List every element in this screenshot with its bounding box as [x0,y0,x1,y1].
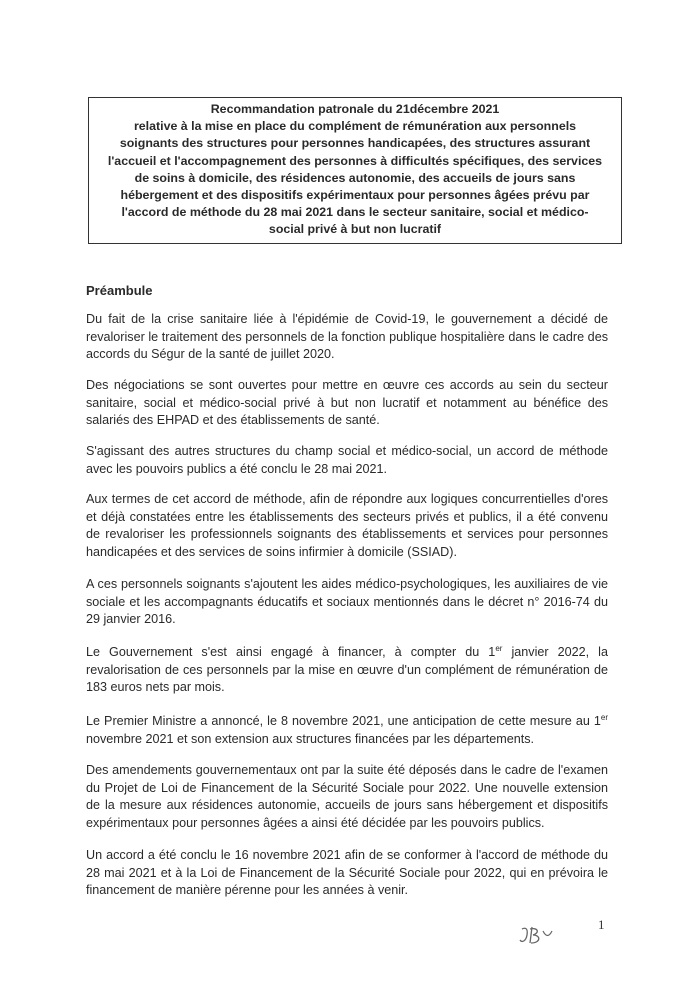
paragraph: Aux termes de cet accord de méthode, afin de répondre aux logiques concurrentielles d'ores et déjà constatées entre les établissements des secteurs privés et publics, il a été convenu de revaloriser les professionnels soignants des établissements et services pour personnes handicapées et des services de soins infirmier à domicile (SSIAD). [86,492,608,559]
title-line: Recommandation patronale du 21décembre 2021 [210,102,500,116]
paragraph: Du fait de la crise sanitaire liée à l'épidémie de Covid-19, le gouvernement a décidé de revaloriser le traitement des personnels de la fonction publique hospitalière dans le cadre des accords du Ségur de la santé de juillet 2020. [86,312,608,362]
title-line: soignants des structures pour personnes handicapées, des structures assurant [119,136,591,151]
ordinal-suffix: er [600,712,608,722]
ordinal-suffix: er [495,643,503,653]
title-line: hébergement et des dispositifs expérimentaux pour personnes âgées prévu par [120,188,590,203]
title-line: relative à la mise en place du complément de rémunération aux personnels [133,119,577,134]
section-heading: Préambule [86,283,153,298]
paragraph: A ces personnels soignants s'ajoutent les aides médico-psychologiques, les auxiliaires de vie sociale et les accompagnants éducatifs et sociaux mentionnés dans le décret n° 2016-74 du 29 janvier 2016. [86,577,608,627]
title-line: social privé à but non lucratif [268,222,442,237]
paragraph-text: janvier 2022, la revalorisation de ces personnels par la mise en œuvre d'un complément de rémunération de 183 euros nets par mois. [86,645,608,695]
page-number: 1 [598,917,605,932]
paragraph-text: novembre 2021 et son extension aux structures financées par les départements. [86,731,535,746]
paragraph [86,713,608,748]
title-line: l'accord de méthode du 28 mai 2021 dans le secteur sanitaire, social et médico- [121,205,589,220]
title-box [88,97,622,244]
handwritten-initials [516,921,566,949]
paragraph [86,644,608,697]
paragraph-text: Le Gouvernement s'est ainsi engagé à financer, à compter du 1 [86,645,496,659]
paragraph: Un accord a été conclu le 16 novembre 2021 afin de se conformer à l'accord de méthode du 28 mai 2021 et à la Loi de Financement de la Sécurité Sociale pour 2022, qui en prévoira le financement de manière pérenne pour les années à venir. [86,848,608,898]
paragraph: Des amendements gouvernementaux ont par la suite été déposés dans le cadre de l'examen du Projet de Loi de Financement de la Sécurité Sociale pour 2022. Une nouvelle extension de la mesure aux résidences autonomie, accueils de jours sans hébergement et dispositifs expérimentaux pour personnes âgées a ainsi été décidée par les pouvoirs publics. [86,763,608,830]
paragraph: S'agissant des autres structures du champ social et médico-social, un accord de méthode avec les pouvoirs publics a été conclu le 28 mai 2021. [86,444,608,476]
title-line: l'accueil et l'accompagnement des personnes à difficultés spécifiques, des services [107,153,603,168]
paragraph: Des négociations se sont ouvertes pour mettre en œuvre ces accords au sein du secteur sanitaire, social et médico-social privé à but non lucratif et notamment au bénéfice des salariés des EHPAD et des établissements de santé. [86,378,608,428]
paragraph-text: Le Premier Ministre a annoncé, le 8 novembre 2021, une anticipation de cette mesure au 1 [86,714,601,728]
title-line: de soins à domicile, des résidences autonomie, des accueils de jours sans [134,170,576,185]
